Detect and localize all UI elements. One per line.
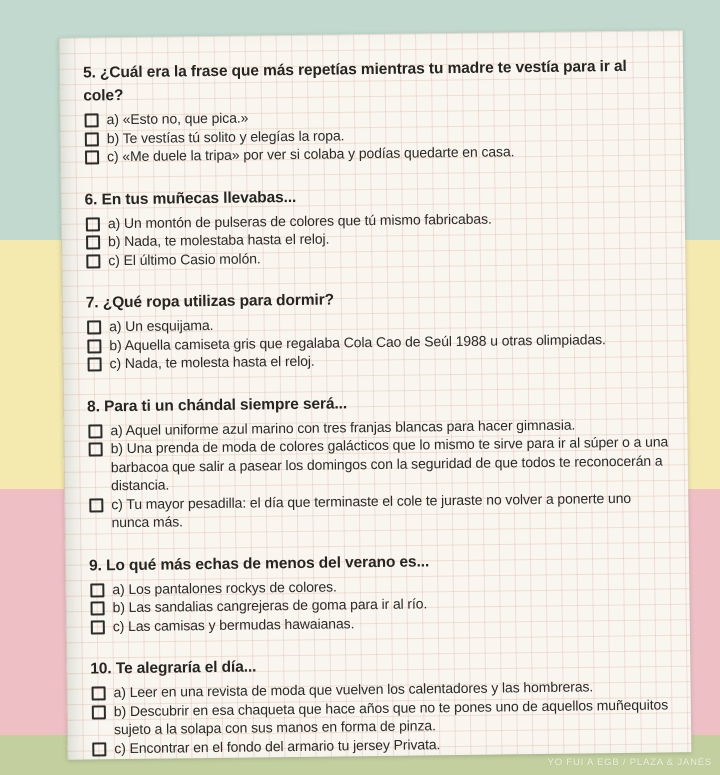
question-title — [87, 388, 671, 418]
question-title — [86, 284, 670, 314]
checkbox[interactable] — [86, 235, 100, 249]
question-title — [84, 181, 668, 211]
checkbox[interactable] — [86, 254, 100, 268]
question-block-7 — [86, 284, 671, 373]
question-number: 8. — [87, 397, 100, 416]
checkbox[interactable] — [89, 498, 103, 512]
question-text: ¿Qué ropa utilizas para dormir? — [102, 291, 335, 312]
question-text: ¿Cuál era la frase que más repetías mientras tu madre te vestía para ir al cole? — [83, 57, 627, 105]
question-text: En tus muñecas llevabas... — [101, 188, 297, 208]
question-block-5 — [83, 54, 668, 166]
option-text: b) Las sandalias cangrejeras de goma para ir al río. — [112, 595, 428, 616]
checkbox[interactable] — [91, 601, 105, 615]
answer-option — [88, 488, 672, 532]
option-text: b) Descubrir en esa chaqueta que hace años que no te pones uno de aquellos muñequitos sujeto a la solapa con sus manos en forma de pinza. — [113, 695, 669, 738]
option-label: b) — [109, 336, 122, 353]
option-text: a) «Esto no, que pica.» — [106, 109, 249, 128]
question-block-6 — [84, 181, 669, 270]
option-label: a) — [106, 111, 119, 128]
checkbox[interactable] — [87, 339, 101, 353]
option-label: a) — [107, 214, 121, 231]
checkbox[interactable] — [92, 742, 106, 756]
option-text: c) Encontrar en el fondo del armario tu jersey Privata. — [114, 735, 441, 756]
question-text: Para ti un chándal siempre será... — [103, 394, 348, 415]
option-text: b) Una prenda de moda de colores galácticos que lo mismo te sirve para ir al súper o a una barbacoa que salir a pasear los domingos con la seguridad de que todos te reconocerán a distancia. — [110, 433, 669, 494]
checkbox[interactable] — [85, 132, 99, 146]
checkbox[interactable] — [87, 320, 101, 334]
question-block-8 — [87, 388, 673, 532]
option-text: c) El último Casio molón. — [108, 249, 261, 268]
publisher-watermark: YO FUI A EGB / PLAZA & JANÉS — [547, 757, 712, 768]
grid-paper-page — [59, 30, 692, 760]
question-title — [89, 547, 673, 577]
checkbox[interactable] — [88, 424, 102, 438]
checkbox[interactable] — [85, 150, 99, 164]
checkbox[interactable] — [90, 583, 104, 597]
checkbox[interactable] — [86, 217, 100, 231]
option-text: a) Los pantalones rockys de colores. — [112, 577, 337, 597]
question-block-9 — [89, 547, 674, 636]
question-number: 10. — [90, 660, 112, 678]
option-label: a) — [112, 580, 125, 597]
checkbox[interactable] — [85, 113, 99, 127]
option-label: c) — [109, 355, 122, 372]
option-label: b) — [112, 599, 125, 616]
option-label: b) — [113, 702, 127, 719]
option-label: a) — [109, 318, 122, 335]
option-label: c) — [106, 148, 119, 165]
question-text: Lo qué más echas de menos del verano es... — [105, 552, 430, 574]
option-label: b) — [108, 233, 121, 250]
question-block-10 — [90, 650, 675, 757]
option-label: c) — [114, 739, 126, 756]
option-text: a) Un montón de pulseras de colores que tú mismo fabricabas. — [107, 210, 492, 231]
option-text: a) Un esquijama. — [109, 316, 214, 335]
option-text: a) Aquel uniforme azul marino con tres franjas blancas para hacer gimnasia. — [110, 416, 576, 438]
option-label: a) — [113, 684, 126, 701]
option-text: c) Las camisas y bermudas hawaianas. — [112, 614, 355, 634]
option-label: c) — [108, 251, 120, 268]
question-number: 9. — [88, 556, 102, 575]
option-text: a) Leer en una revista de moda que vuelven los calentadores y las hombreras. — [113, 678, 594, 701]
answer-option — [91, 695, 675, 739]
question-number: 5. — [82, 64, 96, 82]
option-label: a) — [110, 421, 123, 438]
option-label: b) — [110, 440, 123, 457]
answer-option — [88, 432, 673, 495]
option-label: b) — [106, 129, 120, 146]
option-label: c) — [112, 617, 125, 634]
option-text: b) Te vestías tú solito y elegías la ropa. — [106, 126, 345, 146]
checkbox[interactable] — [92, 686, 106, 700]
option-text: c) Tu mayor pesadilla: el día que terminaste el cole te juraste no volver a ponerte uno nunca más. — [111, 489, 632, 531]
option-text: b) Aquella camiseta gris que regalaba Cola Cao de Seúl 1988 u otras olimpiadas. — [109, 330, 606, 353]
option-text: c) «Me duele la tripa» por ver si colaba y podías quedarte en casa. — [106, 143, 515, 165]
option-text: b) Nada, te molestaba hasta el reloj. — [108, 230, 330, 250]
question-text: Te alegraría el día... — [115, 658, 257, 678]
checkbox[interactable] — [91, 620, 105, 634]
question-title — [83, 54, 668, 107]
checkbox[interactable] — [92, 705, 106, 719]
question-number: 7. — [85, 294, 99, 312]
option-text: c) Nada, te molesta hasta el reloj. — [109, 352, 315, 372]
question-number: 6. — [84, 190, 98, 209]
option-label: c) — [111, 495, 123, 512]
checkbox[interactable] — [88, 357, 102, 371]
question-title — [90, 650, 674, 680]
checkbox[interactable] — [89, 442, 103, 456]
